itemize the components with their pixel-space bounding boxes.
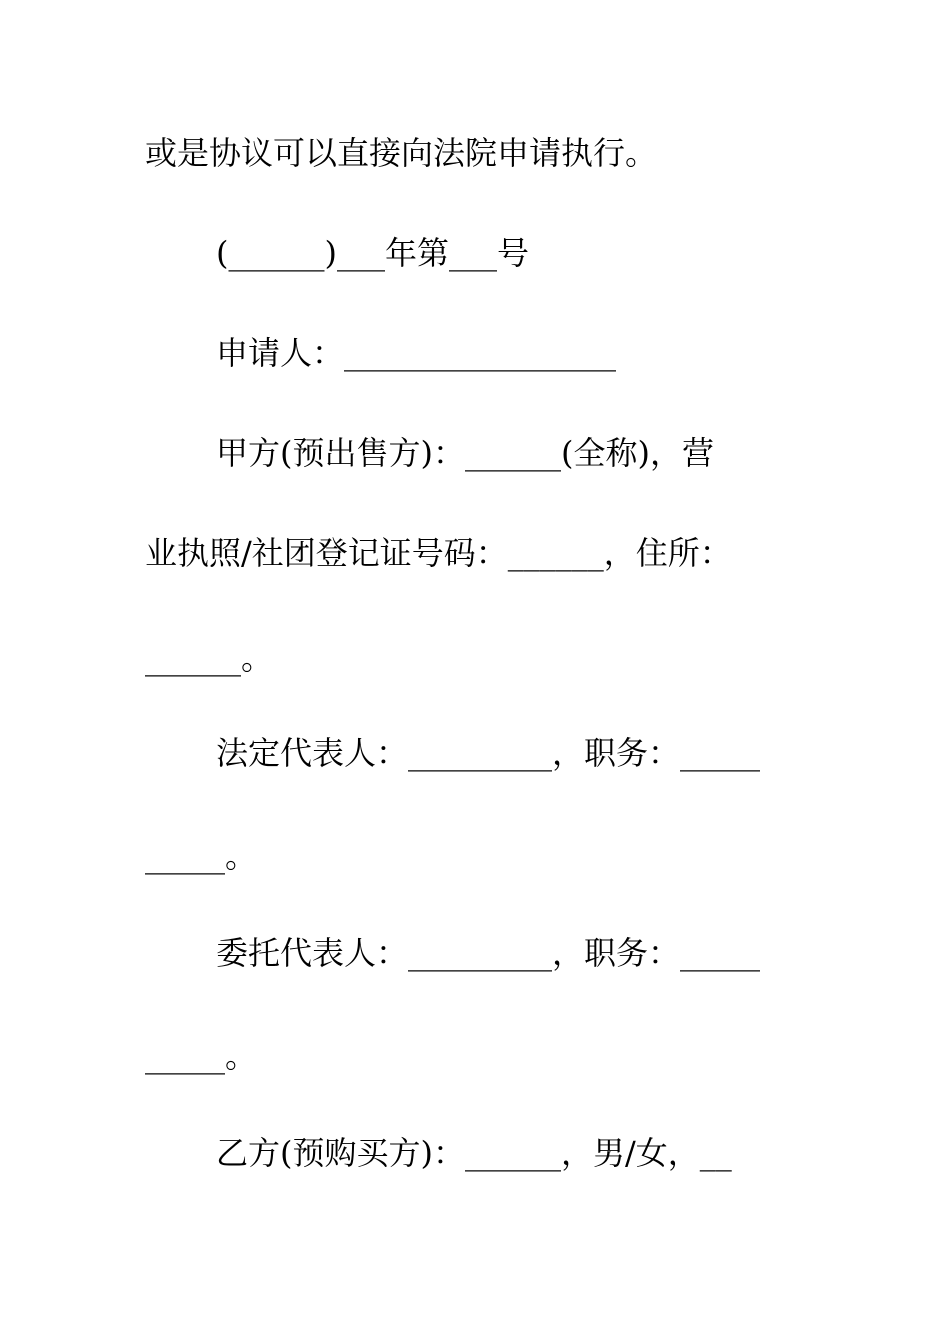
authorized-representative-title-line: _____。 [145,1037,258,1075]
address-blank-line: ______。 [145,639,274,677]
text-line: 或是协议可以直接向法院申请执行。 [145,134,658,172]
authorized-representative-line: 委托代表人：_________，职务：_____ [216,934,761,972]
license-address-line: 业执照/社团登记证号码：______，住所： [145,534,732,572]
legal-representative-line: 法定代表人：_________，职务：_____ [216,734,761,772]
party-a-line: 甲方(预出售方)：______(全称)，营 [216,434,714,472]
party-b-line: 乙方(预购买方)：______，男/女，__ [216,1134,732,1172]
legal-representative-title-line: _____。 [145,837,258,875]
applicant-line: 申请人：_________________ [216,334,617,372]
case-number-line: (______)___年第___号 [216,234,529,272]
